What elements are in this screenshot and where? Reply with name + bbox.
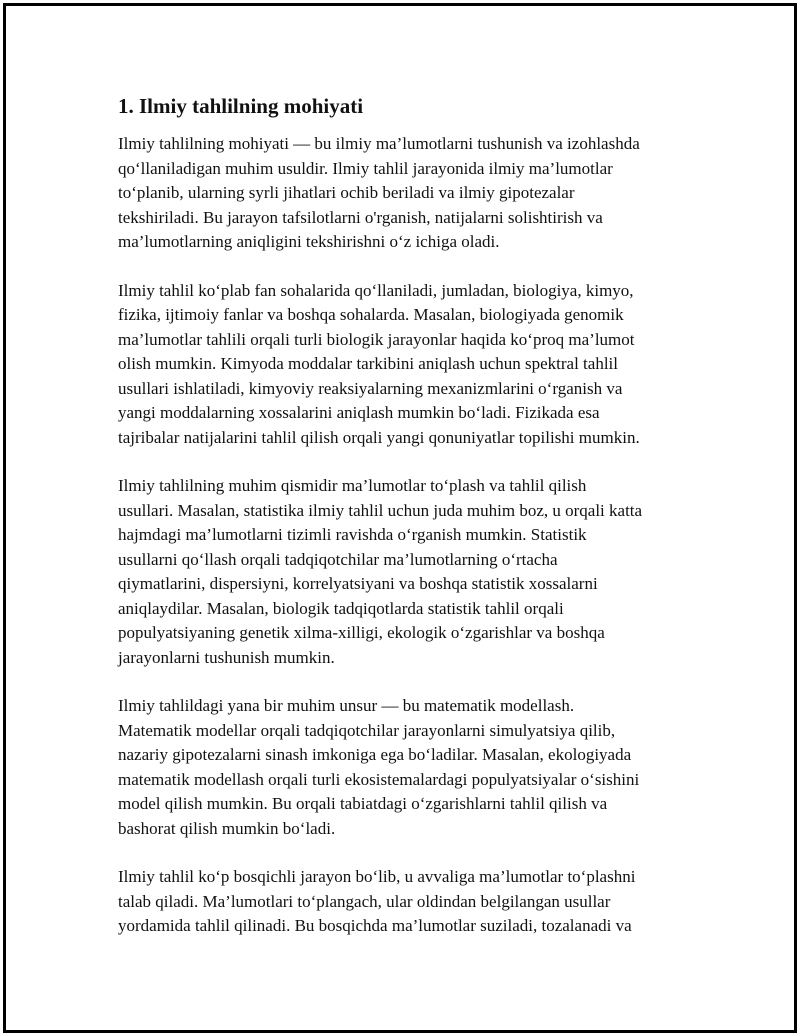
paragraph: Ilmiy tahlil ko‘plab fan sohalarida qo‘llaniladi, jumladan, biologiya, kimyo, fizika, ijtimoiy fanlar va boshqa sohalarda. Masalan, biologiyada genomik ma’lumotlar tahlili orqali turli biologik jarayonlar haqida ko‘proq ma’lumot olish mumkin. Kimyoda moddalar tarkibini aniqlash uchun spektral tahlil usullari ishlatiladi, kimyoviy reaksiyalarning mexanizmlarini o‘rganish va yangi moddalarning xossalarini aniqlash mumkin bo‘ladi. Fizikada esa tajribalar natijalarini tahlil qilish orqali yangi qonuniyatlar topilishi mumkin.	[118, 280, 640, 447]
section-heading: 1. Ilmiy tahlilning mohiyati	[118, 94, 364, 118]
document-body	[115, 92, 685, 963]
paragraph: Ilmiy tahlilning mohiyati — bu ilmiy ma’lumotlarni tushunish va izohlashda qo‘llaniladigan muhim usuldir. Ilmiy tahlil jarayonida ilmiy ma’lumotlar to‘planib, ularning syrli jihatlari ochib beriladi va ilmiy gipotezalar tekshiriladi. Bu jarayon tafsilotlarni o'rganish, natijalarni solishtirish va ma’lumotlarning aniqligini tekshirishni o‘z ichiga oladi.	[118, 134, 640, 251]
paragraph: Ilmiy tahlildagi yana bir muhim unsur — bu matematik modellash. Matematik modellar orqali tadqiqotchilar jarayonlarni simulyatsiya qilib, nazariy gipotezalarni sinash imkoniga ega bo‘ladilar. Masalan, ekologiyada matematik modellash orqali turli ekosistemalardagi populyatsiyalar o‘sishini model qilish mumkin. Bu orqali tabiatdagi o‘zgarishlarni tahlil qilish va bashorat qilish mumkin bo‘ladi.	[118, 696, 640, 838]
paragraph: Ilmiy tahlil ko‘p bosqichli jarayon bo‘lib, u avvaliga ma’lumotlar to‘plashni talab qiladi. Ma’lumotlari to‘plangach, ular oldindan belgilangan usullar yordamida tahlil qilinadi. Bu bosqichda ma’lumotlar suziladi, tozalanadi va	[118, 867, 636, 935]
paragraph: Ilmiy tahlilning muhim qismidir ma’lumotlar to‘plash va tahlil qilish usullari. Masalan, statistika ilmiy tahlil uchun juda muhim boz, u orqali katta hajmdagi ma’lumotlarni tizimli ravishda o‘rganish mumkin. Statistik usullarni qo‘llash orqali tadqiqotchilar ma’lumotlarning o‘rtacha qiymatlarini, dispersiyni, korrelyatsiyani va boshqa statistik xossalarni aniqlaydilar. Masalan, biologik tadqiqotlarda statistik tahlil orqali populyatsiyaning genetik xilma-xilligi, ekologik o‘zgarishlar va boshqa jarayonlarni tushunish mumkin.	[118, 476, 643, 667]
